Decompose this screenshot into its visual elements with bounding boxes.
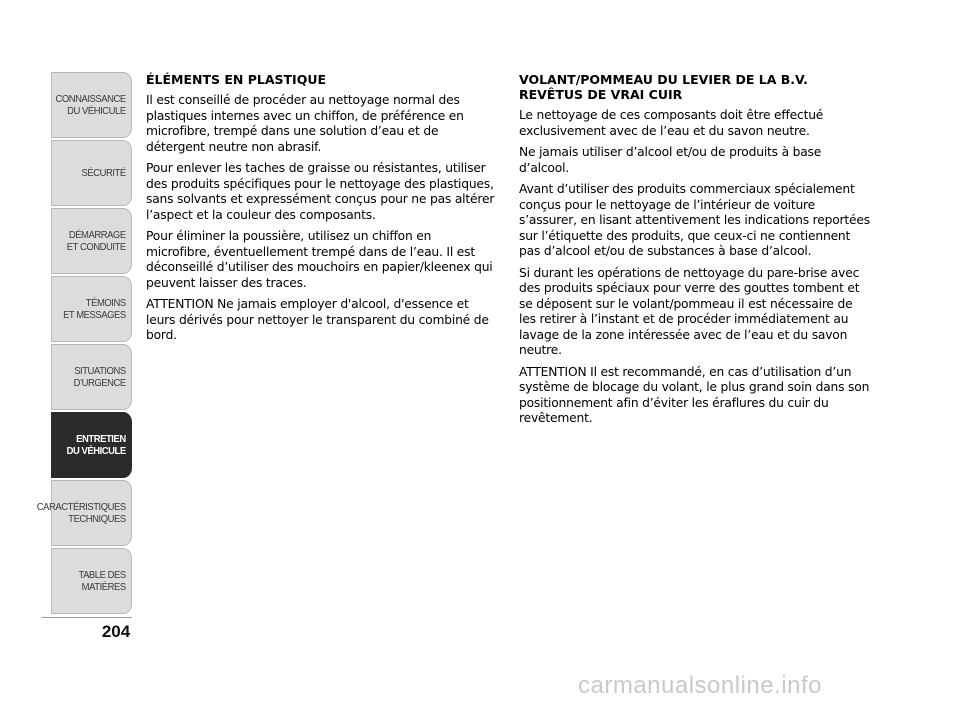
page-number: 204 <box>101 622 131 641</box>
tab-label: TÉMOINS ET MESSAGES <box>63 297 126 321</box>
section-heading: VOLANT/POMMEAU DU LEVIER DE LA B.V. REVÊTUS DE VRAI CUIR <box>519 72 808 102</box>
section-heading: ÉLÉMENTS EN PLASTIQUE <box>146 72 327 87</box>
right-column <box>519 72 871 433</box>
divider <box>42 617 132 618</box>
tab-table-des-matieres[interactable] <box>51 548 132 614</box>
tab-securite[interactable] <box>51 140 132 206</box>
tab-caracteristiques-techniques[interactable] <box>36 480 132 546</box>
tab-label: SÉCURITÉ <box>81 167 126 179</box>
paragraph: Il est conseillé de procéder au nettoyage normal des plastiques internes avec un chiffon, de préférence en microfibre, trempé dans une solution d’eau et de détergent neutre non abrasif. <box>146 93 464 154</box>
tab-label: ENTRETIEN DU VÉHICULE <box>66 433 126 457</box>
left-column <box>146 72 496 350</box>
tab-demarrage-et-conduite[interactable] <box>51 208 132 274</box>
paragraph: Pour éliminer la poussière, utilisez un chiffon en microfibre, éventuellement trempé dans de l’eau. Il est déconseillé d’utiliser des mouchoirs en papier/kleenex qui peuvent laisser des traces. <box>146 229 493 290</box>
tab-label: DÉMARRAGE ET CONDUITE <box>66 229 126 253</box>
warning-paragraph: ATTENTION Ne jamais employer d'alcool, d'essence et leurs dérivés pour nettoyer le transparent du combiné de bord. <box>146 297 489 342</box>
chapter-tabs <box>0 0 140 709</box>
tab-temoins-et-messages[interactable] <box>51 276 132 342</box>
watermark: carmanualsonline.info <box>578 672 822 699</box>
tab-label: SITUATIONS D’URGENCE <box>73 365 126 389</box>
tab-label: CARACTÉRISTIQUES TECHNIQUES <box>36 501 126 525</box>
paragraph: Pour enlever les taches de graisse ou résistantes, utiliser des produits spécifiques pour le nettoyage des plastiques, sans solvants et expressément conçus pour ne pas altérer l’aspect et la couleur des composants. <box>146 161 495 222</box>
tab-label: CONNAISSANCE DU VÉHICULE <box>55 93 126 117</box>
paragraph: Si durant les opérations de nettoyage du pare-brise avec des produits spéciaux pour verre des gouttes tombent et se déposent sur le volant/pommeau il est nécessaire de les retirer à l’instant et de procéder immédiatement au lavage de la zone intéressée avec de l’eau et du savon neutre. <box>519 265 860 357</box>
tab-situations-d-urgence[interactable] <box>51 344 132 410</box>
tab-entretien-du-vehicule[interactable] <box>51 412 132 478</box>
paragraph: Avant d’utiliser des produits commerciaux spécialement conçus pour le nettoyage de l’intérieur de voiture s’assurer, en lisant attentivement les indications reportées sur l’étiquette des produits, que ceux-ci ne contiennent pas d’alcool et/ou de substances à base d’alcool. <box>519 182 870 258</box>
paragraph: Ne jamais utiliser d’alcool et/ou de produits à base d’alcool. <box>519 145 822 175</box>
tab-label: TABLE DES MATIÈRES <box>78 569 126 593</box>
warning-paragraph: ATTENTION Il est recommandé, en cas d’utilisation d’un système de blocage du volant, le plus grand soin dans son positionnement afin d’éviter les éraflures du cuir du revêtement. <box>519 364 870 425</box>
tab-connaissance-du-vehicule[interactable] <box>51 72 132 138</box>
paragraph: Le nettoyage de ces composants doit être effectué exclusivement avec de l’eau et du savon neutre. <box>519 108 824 138</box>
